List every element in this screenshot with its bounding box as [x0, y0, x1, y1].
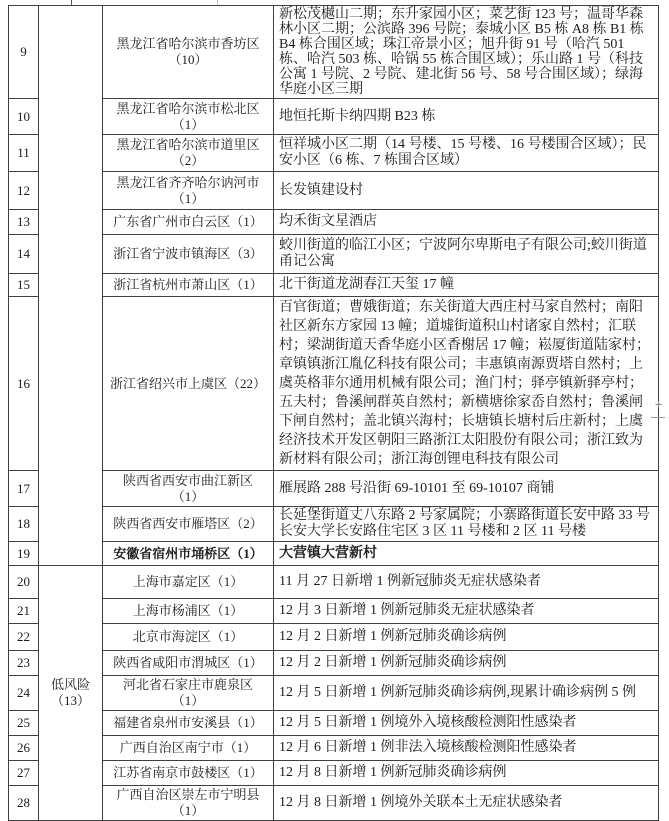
risk-area-table-wrap	[8, 5, 659, 821]
location-count: （1）	[230, 545, 263, 561]
location-count: （1）	[230, 655, 263, 670]
detail-cell: 12 月 8 日新增 1 例新冠肺炎确诊病例	[274, 761, 659, 786]
location-cell	[103, 786, 274, 821]
location-count: （1）	[171, 693, 205, 708]
location-cell	[103, 297, 274, 471]
row-number-cell: 28	[9, 786, 39, 821]
row-number-cell: 11	[9, 135, 39, 172]
location-name: 广东省广州市白云区	[113, 214, 231, 229]
table-row-18	[9, 507, 659, 542]
detail-cell: 长发镇建设村	[274, 172, 659, 210]
row-number-cell: 25	[9, 711, 39, 736]
detail-cell: 12 月 5 日新增 1 例新冠肺炎确诊病例,现累计确诊病例 5 例	[274, 676, 659, 711]
risk-level-cell	[39, 6, 103, 566]
location-name: 浙江省宁波市镇海区	[113, 246, 231, 261]
location-count: （1）	[210, 629, 244, 644]
detail-cell: 新松茂樾山二期；东升家园小区；菜艺街 123 号；温哥华森林小区二期；公滨路 396 号院；泰城小区 B5 栋 A8 栋 B1 栋 B4 栋合围区域；珠江帝景小区；旭升街 91 号（哈汽 501 栋、哈汽 503 栋、哈锅 55 栋合围区域）；乐山路 1 号（科技公寓 1 号院、2 号院、建北街 56 号、58 号合围区域）；绿海华庭小区三期	[274, 6, 659, 99]
location-count: （1）	[223, 740, 257, 755]
location-cell	[103, 542, 274, 566]
table-row-23	[9, 651, 659, 676]
location-name: 北京市海淀区	[132, 629, 211, 644]
row-number-cell: 24	[9, 676, 39, 711]
location-name: 上海市杨浦区	[132, 603, 211, 618]
detail-cell: 大营镇大营新村	[274, 542, 659, 566]
row-number-cell: 22	[9, 624, 39, 651]
risk-level-count: （13）	[50, 693, 90, 708]
anchor-dash-mark	[651, 417, 665, 418]
location-name: 浙江省绍兴市上虞区	[109, 375, 227, 391]
location-count: （1）	[171, 803, 205, 818]
row-number-cell: 10	[9, 99, 39, 135]
location-count: （1）	[171, 116, 205, 132]
location-cell	[103, 172, 274, 210]
row-number-cell: 21	[9, 599, 39, 624]
row-number-cell: 18	[9, 507, 39, 542]
location-count: （1）	[210, 574, 244, 589]
detail-cell: 长延堡街道丈八东路 2 号家属院；小寨路街道长安中路 33 号长安大学长安路住宅区 3 区 11 号楼和 2 区 11 号楼	[274, 507, 659, 542]
row-number-cell: 13	[9, 210, 39, 235]
location-cell	[103, 210, 274, 235]
risk-level-label: 低风险	[50, 677, 90, 692]
location-cell	[103, 711, 274, 736]
detail-cell: 12 月 2 日新增 1 例新冠肺炎确诊病例	[274, 624, 659, 651]
table-row-12	[9, 172, 659, 210]
detail-cell: 百官街道；曹娥街道；东关街道大西庄村马家自然村；南阳社区新东方家园 13 幢；道墟街道积山村诸家自然村；汇联村；梁湖街道天香华庭小区香榭居 17 幢；崧厦街道陆家村；章镇镇浙江胤亿科技有限公司；丰惠镇南源贾塔自然村；上虞英格菲尔通用机械有限公司；渔门村；驿亭镇新驿亭村；五夫村；鲁溪闸群英自然村；新横塘徐家岙自然村；鲁溪闸下闸自然村；盖北镇兴海村；长塘镇长塘村后庄新村；上虞经济技术开发区朝阳三路浙江太阳股份有限公司；浙江致为新材料有限公司；浙江海创锂电科技有限公司	[274, 297, 659, 471]
location-name: 安徽省宿州市埇桥区	[113, 545, 231, 561]
location-count: （1）	[230, 214, 263, 229]
table-row-25	[9, 711, 659, 736]
location-count: （10）	[168, 52, 208, 67]
location-count: （1）	[171, 488, 205, 504]
detail-cell: 12 月 3 日新增 1 例新冠肺炎无症状感染者	[274, 599, 659, 624]
location-count: （1）	[210, 603, 244, 618]
location-count: （1）	[230, 277, 263, 292]
table-row-27	[9, 761, 659, 786]
location-cell	[103, 274, 274, 297]
location-name: 江苏省南京市鼓楼区	[113, 765, 231, 780]
location-cell	[103, 651, 274, 676]
location-name: 福建省泉州市安溪县	[113, 715, 231, 730]
location-name: 浙江省杭州市萧山区	[113, 277, 231, 292]
location-name: 黑龙江省齐齐哈尔讷河市	[116, 174, 260, 190]
table-row-24	[9, 676, 659, 711]
location-cell	[103, 135, 274, 172]
table-row-28	[9, 786, 659, 821]
location-count: （1）	[230, 765, 263, 780]
table-row-15	[9, 274, 659, 297]
table-row-10	[9, 99, 659, 135]
location-cell	[103, 761, 274, 786]
location-cell	[103, 507, 274, 542]
row-number-cell: 17	[9, 471, 39, 507]
location-cell	[103, 6, 274, 99]
anchor-mark-icon: +	[655, 397, 663, 411]
location-cell	[103, 235, 274, 274]
location-name: 河北省石家庄市鹿泉区	[122, 677, 253, 692]
location-count: （1）	[230, 715, 263, 730]
detail-cell: 均禾街文星酒店	[274, 210, 659, 235]
location-cell	[103, 599, 274, 624]
location-name: 广西自治区南宁市	[119, 740, 224, 755]
table-row-22	[9, 624, 659, 651]
location-name: 广西自治区崇左市宁明县	[116, 787, 260, 802]
row-number-cell: 23	[9, 651, 39, 676]
table-row-21	[9, 599, 659, 624]
table-row-20	[9, 566, 659, 599]
location-count: （2）	[171, 153, 205, 168]
location-cell	[103, 736, 274, 761]
table-row-17	[9, 471, 659, 507]
detail-cell: 恒祥城小区二期（14 号楼、15 号楼、16 号楼围合区域）；民安小区（6 栋、7 栋围合区域）	[274, 135, 659, 172]
location-name: 陕西省西安市曲江新区	[122, 472, 253, 488]
location-name: 上海市嘉定区	[132, 574, 211, 589]
detail-cell: 12 月 8 日新增 1 例境外关联本土无症状感染者	[274, 786, 659, 821]
detail-cell: 地恒托斯卡纳四期 B23 栋	[274, 99, 659, 135]
location-cell	[103, 471, 274, 507]
row-number-cell: 27	[9, 761, 39, 786]
risk-area-table	[8, 5, 659, 821]
detail-cell: 12 月 6 日新增 1 例非法入境核酸检测阳性感染者	[274, 736, 659, 761]
row-number-cell: 15	[9, 274, 39, 297]
table-row-14	[9, 235, 659, 274]
detail-cell: 雁展路 288 号沿街 69-10101 至 69-10107 商铺	[274, 471, 659, 507]
table-row-13	[9, 210, 659, 235]
row-number-cell: 9	[9, 6, 39, 99]
location-cell	[103, 566, 274, 599]
detail-cell: 蛟川街道的临江小区；宁波阿尔卑斯电子有限公司;蛟川街道甬记公寓	[274, 235, 659, 274]
row-number-cell: 19	[9, 542, 39, 566]
table-row-26	[9, 736, 659, 761]
table-row-19	[9, 542, 659, 566]
location-name: 黑龙江省哈尔滨市松北区	[116, 100, 260, 116]
row-number-cell: 14	[9, 235, 39, 274]
location-cell	[103, 676, 274, 711]
location-count: （2）	[230, 516, 263, 531]
detail-cell: 12 月 5 日新增 1 例境外入境核酸检测阳性感染者	[274, 711, 659, 736]
location-cell	[103, 624, 274, 651]
table-row-16	[9, 297, 659, 471]
row-number-cell: 20	[9, 566, 39, 599]
location-count: （3）	[230, 246, 263, 261]
location-count: （22）	[227, 375, 267, 391]
location-name: 黑龙江省哈尔滨市道里区	[116, 137, 260, 152]
detail-cell: 11 月 27 日新增 1 例新冠肺炎无症状感染者	[274, 566, 659, 599]
location-name: 陕西省咸阳市渭城区	[113, 655, 231, 670]
table-row-11	[9, 135, 659, 172]
row-number-cell: 12	[9, 172, 39, 210]
detail-cell: 12 月 2 日新增 1 例新冠肺炎确诊病例	[274, 651, 659, 676]
location-name: 黑龙江省哈尔滨市香坊区	[116, 36, 260, 51]
row-number-cell: 16	[9, 297, 39, 471]
risk-level-cell	[39, 566, 103, 821]
location-name: 陕西省西安市雁塔区	[113, 516, 231, 531]
location-cell	[103, 99, 274, 135]
row-number-cell: 26	[9, 736, 39, 761]
table-row-9	[9, 6, 659, 99]
location-count: （1）	[171, 190, 205, 206]
detail-cell: 北干街道龙湖春江天玺 17 幢	[274, 274, 659, 297]
